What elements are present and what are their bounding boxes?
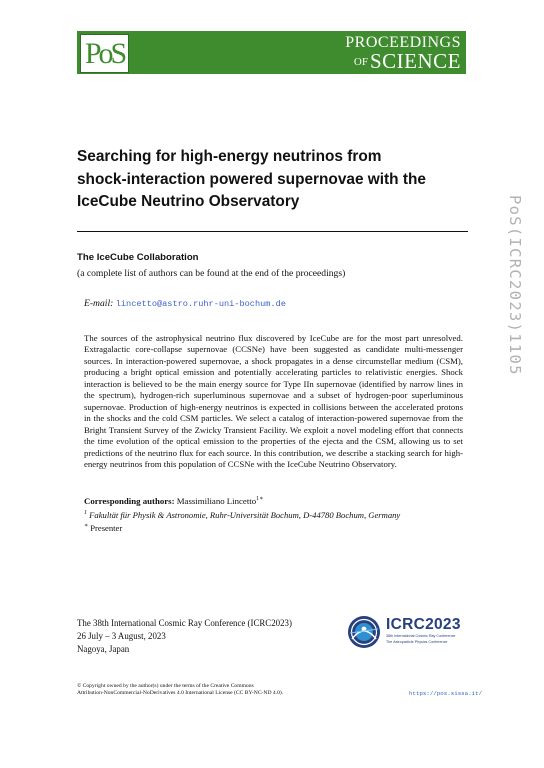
conference-info [77,617,292,655]
conference-location: Nagoya, Japan [77,643,130,654]
presenter-text: Presenter [90,523,123,533]
author: The IceCube Collaboration [77,252,199,263]
abstract: The sources of the astrophysical neutrino flux discovered by IceCube are for the most part unresolved. Extragalactic core-collapse supernovae (CCSNe) have been suggested as candidate multi-messenger sources. In interaction-powered supernovae, a shock propagates in a dense circumstellar medium (CSM), producing a bright optical emission and potentially accelerating particles to relativistic energies. Shock interaction is believed to be the main energy source for Type IIn supernovae (identified by narrow lines in the spectrum), hydrogen-rich superluminous supernovae and a subset of hydrogen-poor superluminous supernovae. Production of high-energy neutrinos is expected in collisions between the accelerated protons in the shocks and the cold CSM particles. We select a catalog of interaction-powered supernovae from the Bright Transient Survey of the Zwicky Transient Facility. We exploit a novel modeling effort that connects the time evolution of the optical emission to the properties of the ejecta and the CSM, allowing us to set predictions of the neutrino flux for each source. In this contribution, we describe a stacking search for high-energy neutrinos from this population of CCSNe with the IceCube Neutrino Observatory. [84,333,463,469]
author-note: (a complete list of authors can be found at the end of the proceedings) [77,268,346,279]
pos-banner [77,31,466,74]
corresponding-authors [84,496,464,506]
affil-sup: 1 [84,510,87,517]
title-line-1: Searching for high-energy neutrinos from [77,148,382,165]
paper-title [77,146,437,214]
icrc-emblem-icon [347,615,381,649]
copyright-line-1: © Copyright owned by the author(s) under the terms of the Creative Commons [77,683,254,689]
email-line [84,298,286,309]
pos-logo [80,34,129,73]
pos-site-link[interactable]: https://pos.sissa.it/ [409,690,483,697]
corr-sup: 1∗ [256,496,264,503]
icrc-subtitle-1: 38th International Cosmic Ray Conference [386,634,456,638]
banner-of: OF [353,56,368,68]
banner-proceedings: PROCEEDINGS [345,34,461,51]
banner-science: SCIENCE [369,49,461,73]
affiliation [84,510,400,520]
title-line-3: IceCube Neutrino Observatory [77,193,300,210]
side-identifier: PoS(ICRC2023)1105 [506,195,524,376]
presenter-note [84,523,122,533]
pos-logo-text: PoS [84,36,125,70]
conference-dates: 26 July – 3 August, 2023 [77,630,166,641]
presenter-sup: ∗ [84,523,89,530]
title-line-2: shock-interaction powered supernovae with the [77,170,426,188]
icrc-logo [347,615,467,655]
email-link[interactable]: lincetto@astro.ruhr-uni-bochum.de [115,299,286,309]
conference-name: The 38th International Cosmic Ray Conference (ICRC2023) [77,618,292,628]
icrc-subtitle-2: The Astroparticle Physics Conference [386,640,448,644]
affiliation-text: Fakultät für Physik & Astronomie, Ruhr-Universität Bochum, D-44780 Bochum, Germany [89,510,401,520]
copyright-line-2: Attribution-NonCommercial-NoDerivatives 4.0 International License (CC BY-NC-ND 4.0). [77,690,284,697]
copyright-notice [77,683,283,698]
corr-name: Massimiliano Lincetto [176,496,257,506]
email-label: E-mail: [84,298,114,309]
corr-label: Corresponding authors: [84,496,175,506]
icrc-title: ICRC2023 [386,616,461,633]
title-divider [77,231,468,232]
banner-of-science [354,51,461,72]
